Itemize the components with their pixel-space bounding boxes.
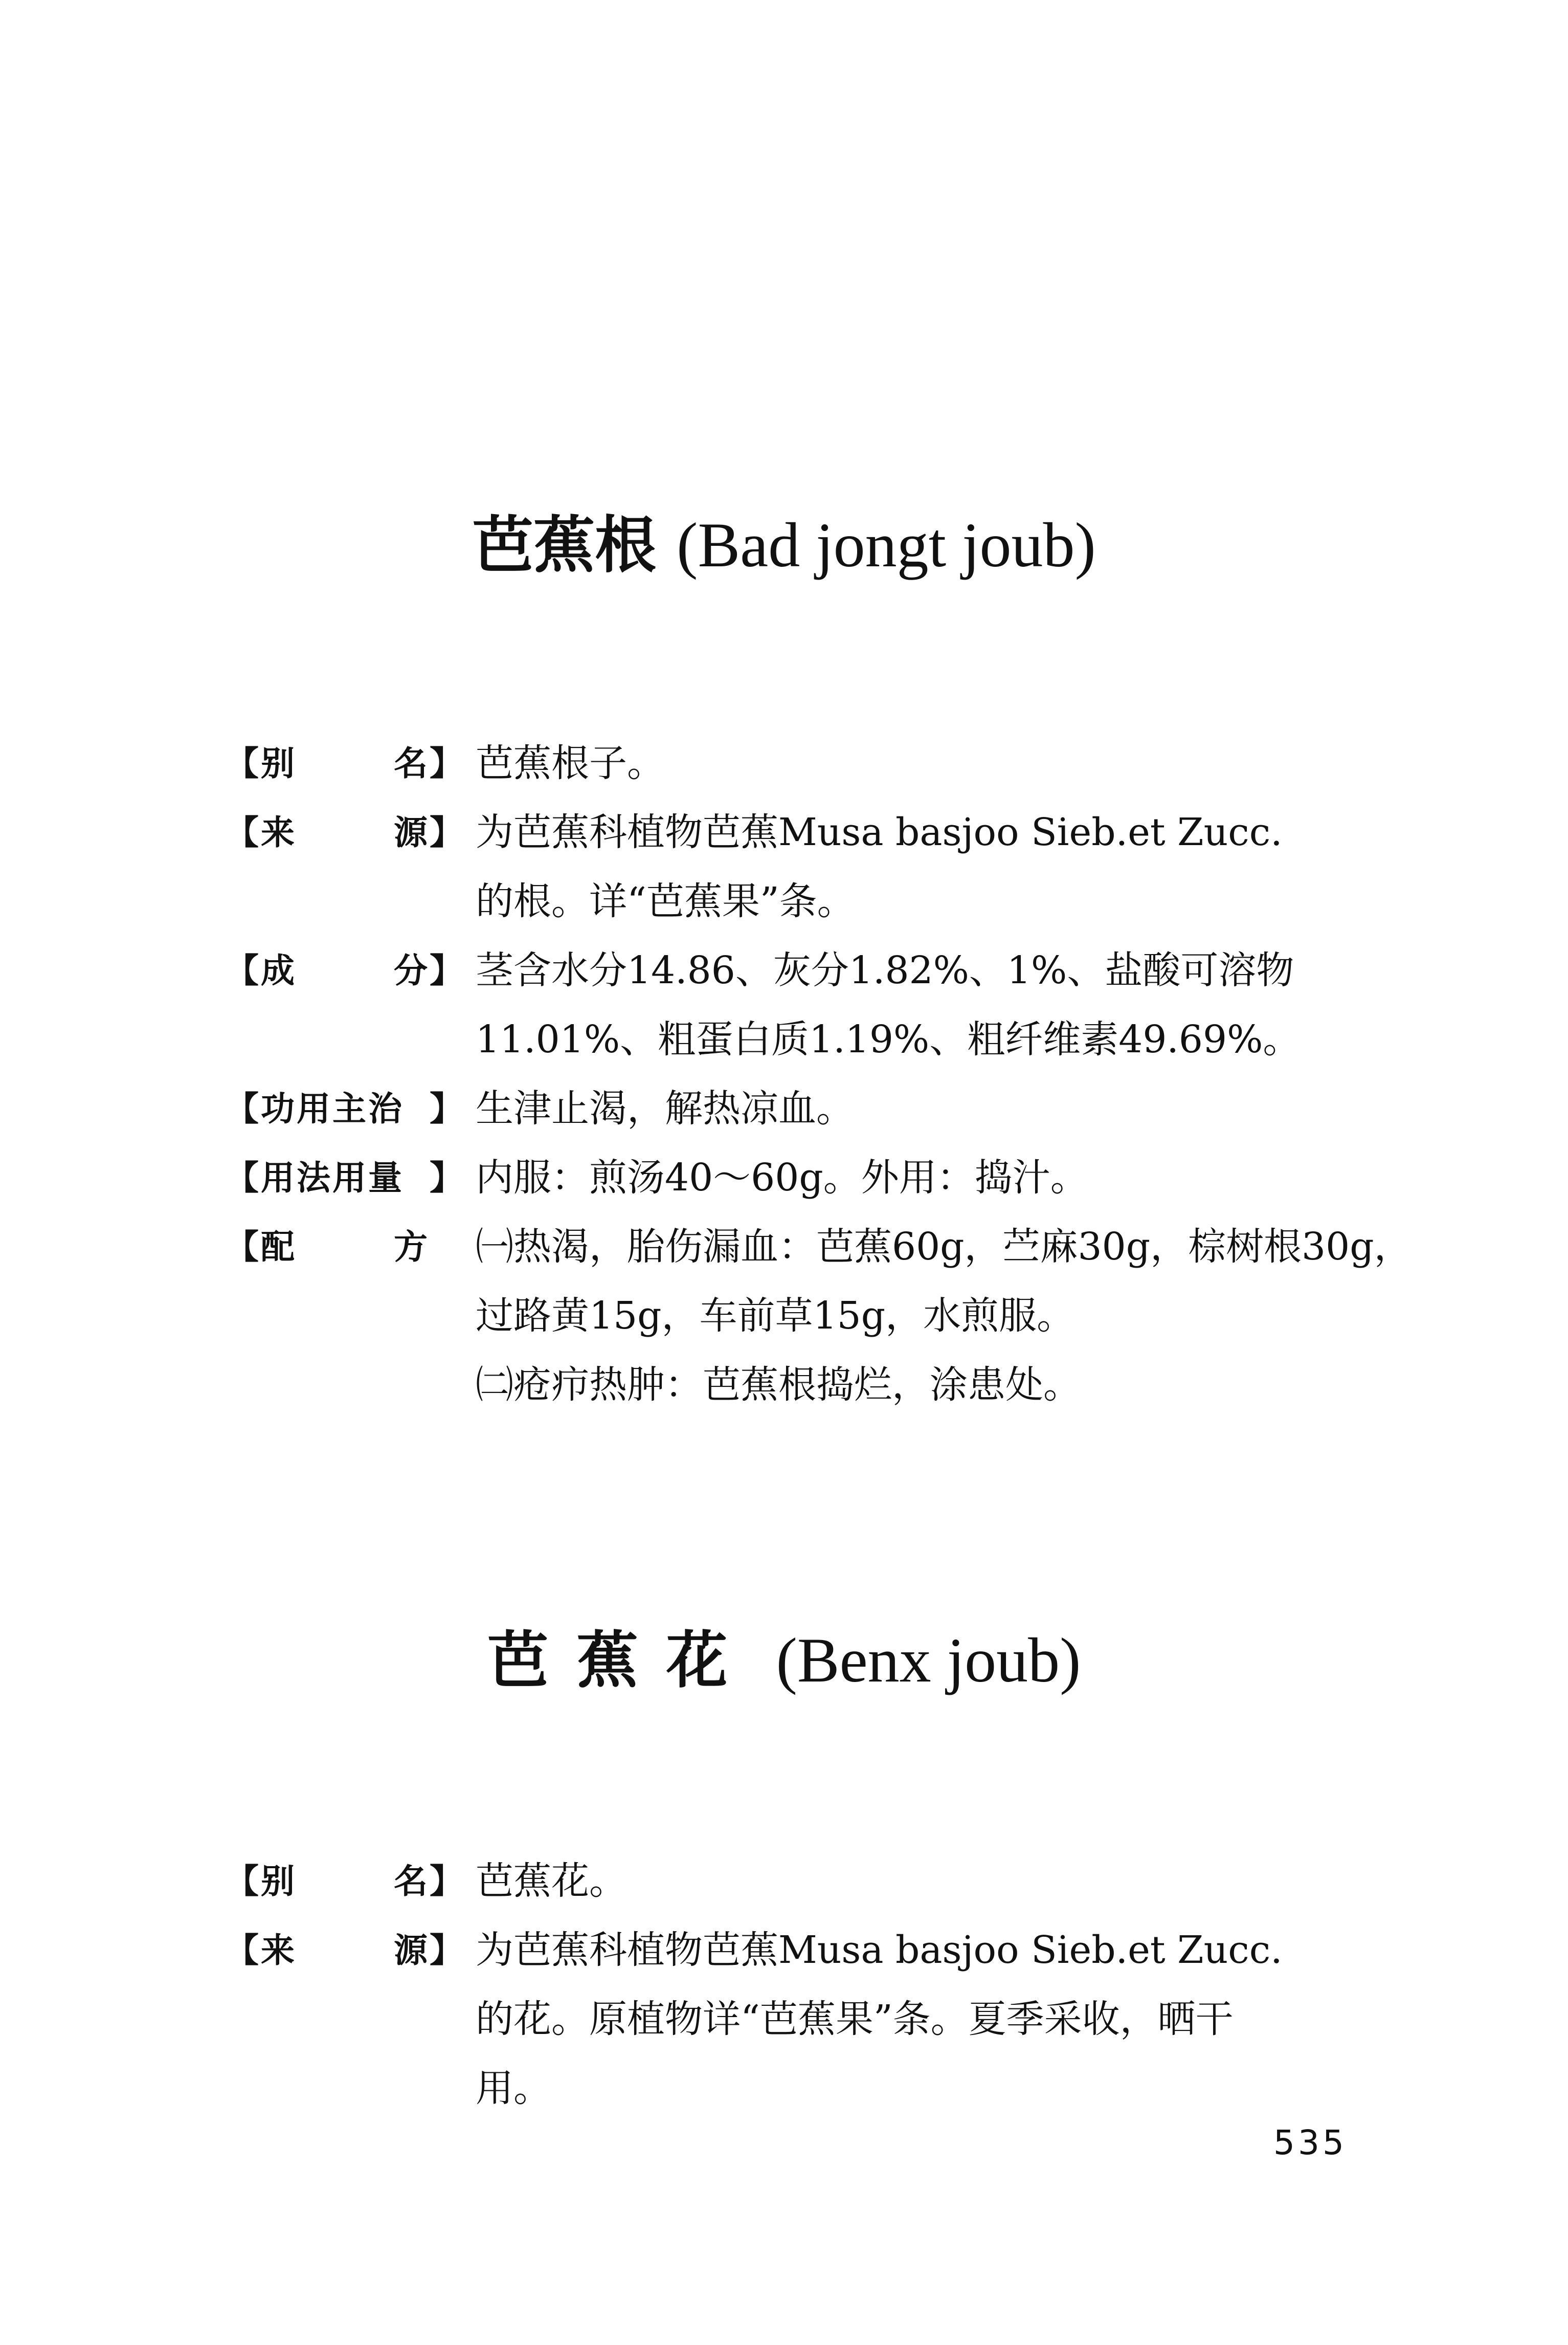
label-bracket-left: 【 [225,1862,259,1901]
entry-body [476,1074,1442,1143]
entry-line: 茎含水分14.86、灰分1.82%、1%、盐酸可溶物 [476,948,1294,992]
label-bracket-left: 【 [225,1158,259,1198]
label-bracket-left: 【 [225,813,259,852]
entry-alias [225,1847,1442,1916]
entry-composition [225,936,1442,1074]
label-char-2: 名 [394,744,428,783]
section-title-bajiao-gen [0,496,1568,584]
label-bracket-right: 】 [430,1931,463,1970]
label-char-1: 配 [261,1227,295,1267]
entry-body [476,1212,1442,1420]
label-char-2: 名 [394,1862,428,1901]
label-bracket-left: 【 [225,744,259,783]
label-bracket-right: 】 [430,1862,463,1901]
label-bracket-left: 【 [225,1227,259,1267]
label-char-2: 方 [394,1227,428,1267]
title-chinese: 芭蕉花 [487,1625,756,1696]
label-char-1: 来 [261,813,295,852]
label-bracket-right: 】 [430,744,463,783]
entry-line: 芭蕉花。 [476,1859,627,1903]
label-text: 功用主治 [261,1089,404,1129]
label-char-2: 分 [394,951,428,990]
title-chinese: 芭蕉根 [472,510,657,581]
label-bracket-right: 】 [430,1089,463,1129]
entry-body [476,798,1442,936]
entry-line: 内服：煎汤40～60g。外用：捣汁。 [476,1156,1088,1200]
entry-line: 芭蕉根子。 [476,741,665,785]
entry-body [476,729,1442,798]
title-latin: (Bad jongt joub) [677,510,1096,580]
entry-line: 的花。原植物详“芭蕉果”条。夏季采收，晒干 [476,1997,1234,2041]
label-bracket-left: 【 [225,1089,259,1129]
label-char-1: 别 [261,1862,295,1901]
entry-source [225,1916,1442,2123]
entry-function [225,1074,1442,1143]
section-title-bajiao-hua [0,1611,1568,1699]
entry-line: ㈡疮疖热肿：芭蕉根捣烂，涂患处。 [476,1363,1081,1407]
entry-line: 11.01%、粗蛋白质1.19%、粗纤维素49.69%。 [476,1017,1301,1061]
label-char-2: 源 [394,1931,428,1970]
entry-body [476,1143,1442,1212]
label-bracket-right: 】 [430,951,463,990]
page-number: 535 [1273,2123,1347,2162]
entry-line: ㈠热渴，胎伤漏血：芭蕉60g，苎麻30g，棕树根30g， [476,1225,1412,1269]
label-bracket-right: 】 [430,813,463,852]
entry-body [476,1847,1442,1916]
label-char-1: 成 [261,951,295,990]
entry-line: 过路黄15g，车前草15g，水煎服。 [476,1294,1075,1338]
label-char-1: 别 [261,744,295,783]
entry-line: 为芭蕉科植物芭蕉Musa basjoo Sieb.et Zucc. [476,810,1283,854]
entry-body [476,1916,1442,2123]
title-latin: (Benx joub) [776,1625,1081,1695]
entry-dosage [225,1143,1442,1212]
entry-body [476,936,1442,1074]
label-char-1: 来 [261,1931,295,1970]
entry-prescription [225,1212,1442,1420]
label-bracket-left: 【 [225,1931,259,1970]
label-char-2: 源 [394,813,428,852]
entry-line: 为芭蕉科植物芭蕉Musa basjoo Sieb.et Zucc. [476,1928,1283,1972]
entry-line: 用。 [476,2066,551,2110]
entry-line: 的根。详“芭蕉果”条。 [476,879,855,923]
entry-source [225,798,1442,936]
label-bracket-right: 】 [430,1158,463,1198]
label-bracket-left: 【 [225,951,259,990]
entry-alias [225,729,1442,798]
entry-line: 生津止渴，解热凉血。 [476,1087,854,1131]
label-text: 用法用量 [261,1158,404,1198]
